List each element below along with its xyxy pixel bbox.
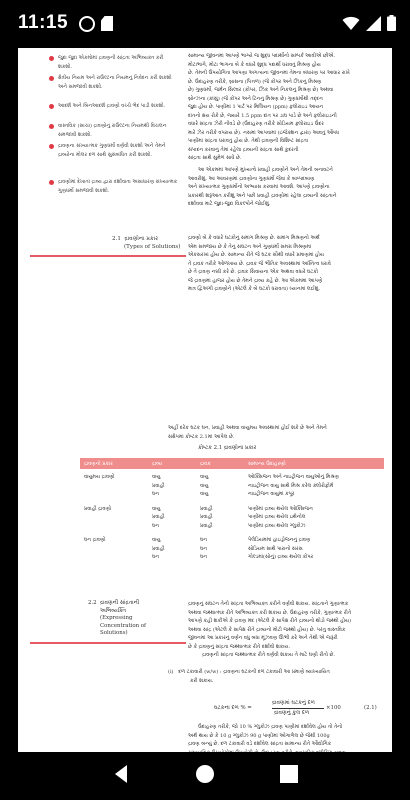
table-row: ઘન દ્રાવણો વાયુ ઘન પેલેડિયમમાં હાઇડ્રોજનનું દ્રાવણ (84, 537, 311, 544)
home-icon[interactable] (195, 764, 215, 784)
learning-objectives-list (58, 54, 178, 206)
section-2-2-text: દ્રાવણનું સંઘટન તેની સાંદ્રતા અભિવ્યક્ત કરીને વર્ણવી શકાય. સાંદ્રતાને ગુણાત્મક અથવા જથ્થાત્મક રીતે અભિવ્યક્ત કરી શકાય છે. ઉદાહરણ તરીકે, ગુણાત્મક રીતે આપણે કહી શકીએ કે દ્રાવણ મંદ (એટલે કે સાપેક્ષ રીતે દ્રાવ્યનો થોડો જથ્થો હોય) અથવા સાંદ્ર (એટલે કે સાપેક્ષ રીતે દ્રાવ્યનો મોટો જથ્થો હોય) છે. પરંતુ વાસ્તવિક જીવનમાં આ પ્રકારનું વર્ણન વધુ બધા મૂંઝવણ ઊભી કરે અને તેથી એ જરૂરી છે કે દ્રાવણનું સાંદ્રતા જથ્થાત્મક રીતે દર્શાવી શકાય. દ્રાવણની સાંદ્રતા જથ્થાત્મક રીતે વર્ણવી શકાય તે માટે ઘણી રીતો છે. (188, 601, 352, 658)
table-row: પ્રવાહી વાયુ નાઇટ્રોજન વાયુ સાથે મિશ્ર કરેલ ક્લોરોફોર્મ (152, 482, 334, 489)
table-row: ઘન પ્રવાહી પાણીમાં દ્રાવ્ય થયેલ ગ્લુકોઝ (152, 522, 306, 529)
navigation-bar (0, 752, 410, 800)
item-i: (i) દળ ટકાવારી (w/w) : દ્રાવણના ઘટકની દળ ટકાવારી આ પ્રમાણે વ્યાખ્યાયિત કરી શકાય. (168, 669, 330, 684)
list-item: ક્ષેત્રીય નિયમ અને રાઉલ્ટના નિયમનું નિવેદન કરી શકશો અને સમજાવી શકશો. (58, 74, 178, 102)
list-item: દ્રાવણોમાં દેખાતાં દ્રાવ્ય દ્વારા દર્શાવાતા અસાધારણ સંખ્યાત્મક ગુણધર્મો સમજાવી શકશો. (58, 178, 178, 206)
clock: 11:15 (18, 12, 69, 33)
section-2-2-tail: ઉદાહરણ તરીકે, જો 10 % ગ્લુકોઝ દ્રાવણ પાણીમાં દર્શાવેલ હોય તો તેનો અર્થ થાય છે કે 10 g ગ્લુકોઝ 90 g પાણીમાં ઓગાળેલ છે જેથી 100g દ્રાવણ બન્યું છે. દળ ટકાવારી વડે દર્શાવેલ સાંદ્રતા સામાન્ય રીતે ઔદ્યોગિક (188, 724, 343, 747)
battery-icon (387, 15, 396, 31)
list-item: જુદા જુદા એકમોમાં દ્રાવણની સાંદ્રતા અભિવ્યક્ત કરી શકશો. (58, 54, 178, 74)
list-item: વાસ્તવિક (સાચા) દ્રાવણોનું રાઉલ્ટના નિયમથી વિચલન સમજાવી શકશો. (58, 122, 178, 142)
section-2-2-heading: 2.2 દ્રાવણની સાંદ્રતાની અભિવ્યક્તિ (Expressing Concentration of Solutions) (88, 600, 147, 636)
column-header: દ્રાવ્ય (148, 458, 196, 469)
table-row: પ્રવાહી દ્રાવણો વાયુ પ્રવાહી પાણીમાં દ્રાવ્ય થયેલ ઓક્સિજન (84, 505, 313, 512)
column-header: સામાન્ય ઉદાહરણો (244, 458, 384, 469)
table-row: પ્રવાહી પ્રવાહી પાણીમાં દ્રાવ્ય થયેલ ઇથેનોલ (152, 514, 306, 521)
section-2-1-text: દ્રાવણો બે કે વધારે ઘટકોનું સમાંગ મિશ્રણ છે. સમાંગ મિશ્રણનો અર્થ એમ સમજાય છે કે તેનું સંઘટન અને ગુણધર્મો સમગ્ર મિશ્રણમાં એકસરખાં હોય છે. સામાન્ય રીતે જે ઘટક સૌથી વધારે પ્રમાણમાં હોય તે દ્રાવક તરીકે ઓળખાય છે. દ્રાવક જે ભૌતિક અવસ્થામાં અસ્તિત્વ ધરાવે છે તે દ્રાવણ નક્કી કરે છે. દ્રાવક સિવાયના એક અથવા વધારે ઘટકો જે દ્રાવણમાં હાજર હોય છે તેમને દ્રાવ્ય કહે છે. આ એકમમાં આપણે માત્ર દ્વિઅંગી દ્રાવણોને (એટલે કે બે ઘટકો ધરાવતા) ધ્યાનમાં લઈશું. (188, 235, 331, 292)
sd-card-icon (101, 16, 113, 31)
recents-icon[interactable] (280, 765, 298, 783)
column-header: દ્રાવક (196, 458, 244, 469)
column-header: દ્રાવણનો પ્રકાર (80, 458, 148, 469)
section-rule (30, 642, 186, 644)
status-bar (0, 0, 410, 48)
table-row: પ્રવાહી ઘન સોડિયમ સાથે પારાનો સંરસ (152, 545, 303, 552)
section-rule (30, 255, 186, 257)
list-item: આદર્શ અને બિનઆદર્શ દ્રાવણો વચ્ચે ભેદ પાડી શકશો. (58, 102, 178, 122)
wifi-icon (342, 16, 360, 31)
list-item: દ્રાવણના સંખ્યાત્મક ગુણધર્મો વર્ણવી શકશો અને તેમને દ્રાવ્યોના મોલર દળ સાથે સુસંબંધિત કરી શકશો. (58, 142, 178, 178)
table-row: ઘન ઘન ગોલ્ડમાં(સોનું) દ્રાવ્ય થયેલ કોપર (152, 554, 314, 561)
back-icon[interactable] (113, 764, 129, 784)
document-page[interactable]: જુદા જુદા એકમોમાં દ્રાવણની સાંદ્રતા અભિવ્યક્ત કરી શકશો. ક્ષેત્રીય નિયમ અને રાઉલ્ટના નિયમનું નિવેદન કરી શકશો અને સમજાવી શકશો. આદર્શ અને બિનઆદર્શ દ્રાવણો વચ્ચે ભેદ પાડી શકશો. વાસ્તવિક (સાચા) દ્રાવણોનું રાઉલ્ટના નિયમથી વિચલન સમજાવી શકશો. દ્રાવણના સંખ્યાત્મક ગુણધર્મો વર્ણવી શકશો અને તેમને દ્રાવ્યોના મોલર દળ સાથે સુસંબંધિત કરી શકશો. દ્રાવણોમાં દેખાતાં દ્રાવ્ય દ્વારા દર્શાવાતા અસાધારણ સંખ્યાત્મક ગુણધર્મો સમજાવી શકશો. સામાન્ય જીવનમાં આપણે ભાગ્યે જ શુદ્ધ પદાર્થોનો સમ્પર્ક આવીએ છીએ. મોટાભાગે, મોટા ભાગના બે કે વધારે શુદ્ધ પદાર્થો ધરાવતું મિશ્રણ હોય છે. તેમની ઉપયોગિતા આપણા અગત્યના જીવનમાં તેમના બંધારણ પર આધાર રાખે છે. ઉદાહરણ તરીકે, બ્રાસના (પિત્તળ) (જે કોપર અને ઝિંકનું મિશ્રણ છે) ગુણધર્મો, જર્મન સિલ્વર (કોપર, ઝિંક અને નિકલનું મિશ્રણ છે) અથવા બ્રોન્ઝના (કાંસું) (જે કોપર અને ટિનનું મિશ્રણ છે) ગુણધર્મોથી તદ્દન જુદા હોય છે. પાણીમાં 1 પાર્ટ પર મિલિયન (ppm) ફ્લોરાઇડ આયન દાંતનો ક્ષય રોકે છે, જ્યારે 1.5 ppm દાંત પર ડાઘ પાડે છે અને ફ્લોરાઇડની વધારે સાંદ્રતા ઝેરી નીવડે છે (ઉદાહરણ તરીકે સોડિયમ ફ્લોરાઇડ ઉંદર મારે ઝેર તરીકે વપરાય છે). નસમાં આપવામાં (ઇંજેક્શન દ્વારા) આવતું ઔષધ પાણીમાં સાંદ્રતા ધરાવતું હોય છે. તેથી દ્રાવણની વિશિષ્ટ સાંદ્રતા સંપાદન કરવાનું તેમાં રહેલા દ્રાવ્યની સાંદ્રતા સાથે કુદરતી સાંદ્રતા સાથે સુમેળ સાધે છે. આ એકમમાં આપણે મુખ્યત્વે પ્રવાહી દ્રાવણોને અને તેમની બનાવટને આવરીશું. આ આવરણમાં દ્રાવણોના ગુણધર્મો જેવા કે બાષ્પદબાણ અને સંખ્યાત્મક ગુણધર્મોનો અભ્યાસ કરવામાં આવશે. આપણે દ્રાવણોના પ્રકારથી શરૂઆત કરીશું અને પછી પ્રવાહી દ્રાવણોમાં રહેલા દ્રાવ્યની સાંદ્રતાને દર્શાવવા માટે જુદા-જુદા વિકલ્પોને જોઈશું. 2.1 દ્રાવણોના પ્રકાર (Types of Solutions) દ્રાવણો બે કે વધારે ઘટકોનું સમાંગ મિશ્રણ છે. સમાંગ મિશ્રણનો અર્થ એમ સમજાય છે કે તેનું સંઘટન અને ગુણધર્મો સમગ્ર મિશ્રણમાં એકસરખાં હોય છે. સામાન્ય રીતે જે ઘટક સૌથી વધારે પ્રમાણમાં હોય તે દ્રાવક તરીકે ઓળખાય છે. દ્રાવક જે ભૌતિક અવસ્થામાં અસ્તિત્વ ધરાવે છે તે દ્રાવણ નક્કી કરે છે. દ્રાવક સિવાયના એક અથવા વધારે ઘટકો જે દ્રાવણમાં હાજર હોય છે તેમને દ્રાવ્ય કહે છે. આ એકમમાં આપણે માત્ર દ્વિઅંગી દ્રાવણોને (એટલે કે બે ઘટકો ધરાવતા) ધ્યાનમાં લઈશું. અહીં દરેક ઘટક ઘન, પ્રવાહી અથવા વાયુમય અવસ્થામાં હોઈ શકે છે અને તેમને સંક્ષેપમાં કોષ્ટક 2.1માં આપેલ છે. કોષ્ટક 2.1 દ્રાવણોના પ્રકાર દ્રાવણનો પ્રકાર દ્રાવ્ય દ્રાવક સામાન્ય ઉદાહરણો વાયુમય દ્રાવણો વાયુ વાયુ ઓક્સિજન અને નાઇટ્રોજન વાયુઓનું મિશ્રણ પ્રવાહી વાયુ નાઇટ્રોજન વાયુ સાથે મિશ્ર કરેલ ક્લોરોફોર્મ ઘન વાયુ નાઇટ્રોજન વાયુમાં કપૂર પ્રવાહી દ્રાવણો વાયુ પ્રવાહી પાણીમાં દ્રાવ્ય થયેલ ઓક્સિજન પ્રવાહી પ્રવાહી પાણીમાં દ્રાવ્ય થયેલ ઇથેનોલ ઘન પ્રવાહી પાણીમાં દ્રાવ્ય થયેલ ગ્લુકોઝ ઘન દ્રાવણો વાયુ ઘન પેલેડિયમમાં હાઇડ્રોજનનું દ્રાવણ પ્રવાહી ઘન સોડિયમ સાથે પારાનો સંરસ ઘન ઘન ગોલ્ડમાં(સોનું) દ્રાવ્ય થયેલ કોપર 2.2 દ્રાવણની સાંદ્રતાની અભિવ્યક્તિ (Expressing Concentration of Solutions) દ્રાવણનું સંઘટન તેની સાંદ્રતા અભિવ્યક્ત કરીને વર્ણવી શકાય. સાંદ્રતાને ગુણાત્મક અથવા જથ્થાત્મક રીતે અભિવ્યક્ત કરી શકાય છે. ઉદાહરણ તરીકે, ગુણાત્મક રીતે આપણે કહી શકીએ કે દ્રાવણ મંદ (એટલે કે સાપેક્ષ રીતે દ્રાવ્યનો થોડો જથ્થો હોય) અથવા સાંદ્ર (એટલે કે સાપેક્ષ રીતે દ્રાવ્યનો મોટો જથ્થો હોય) છે. પરંતુ વાસ્તવિક જીવનમાં આ પ્રકારનું વર્ણન વધુ બધા મૂંઝવણ ઊભી કરે અને તેથી એ જરૂરી છે કે દ્રાવણનું સાંદ્રતા જથ્થાત્મક રીતે દર્શાવી શકાય. દ્રાવણની સાંદ્રતા જથ્થાત્મક રીતે વર્ણવી શકાય તે માટે ઘણી રીતો છે. (i) દળ ટકાવારી (w/w) : દ્રાવણના ઘટકની દળ ટકાવારી આ પ્રમાણે વ્યાખ્યાયિત કરી શકાય. ઘટકના દળ % = દ્રાવણમાં ઘટકનું દળ દ્રાવણનું કુલ દળ ×100 (2.1) ઉદાહરણ તરીકે, જો 10 % ગ્લુકોઝ દ્રાવણ પાણીમાં દર્શાવેલ હોય તો તેનો અર્થ થાય છે કે 10 g ગ્લુકોઝ 90 g પાણીમાં ઓગાળેલ છે જેથી 100g દ્રાવણ બન્યું છે. દળ ટકાવારી વડે દર્શાવેલ સાંદ્રતા સામાન્ય રીતે ઔદ્યોગિક (18, 48, 392, 752)
table-intro: અહીં દરેક ઘટક ઘન, પ્રવાહી અથવા વાયુમય અવસ્થામાં હોઈ શકે છે અને તેમને સંક્ષેપમાં કોષ્ટક 2.1માં આપેલ છે. (168, 425, 327, 440)
solutions-table (80, 458, 384, 562)
intro-paragraph: સામાન્ય જીવનમાં આપણે ભાગ્યે જ શુદ્ધ પદાર્થોનો સમ્પર્ક આવીએ છીએ. મોટાભાગે, મોટા ભાગના બે કે વધારે શુદ્ધ પદાર્થો ધરાવતું મિશ્રણ હોય છે. તેમની ઉપયોગિતા આપણા અગત્યના જીવનમાં તેમના બંધારણ પર આધાર રાખે છે. ઉદાહરણ તરીકે, બ્રાસના (પિત્તળ) (જે કોપર અને ઝિંકનું મિશ્રણ છે) ગુણધર્મો, જર્મન સિલ્વર (કોપર, ઝિંક અને નિકલનું મિશ્રણ છે) અથવા બ્રોન્ઝના (કાંસું) (જે કોપર અને ટિનનું મિશ્રણ છે) ગુણધર્મોથી તદ્દન જુદા હોય છે. પાણીમાં 1 પાર્ટ પર મિલિયન (ppm) ફ્લોરાઇડ આયન દાંતનો ક્ષય રોકે છે, જ્યારે 1.5 ppm દાંત પર ડાઘ પાડે છે અને ફ્લોરાઇડની વધારે સાંદ્રતા ઝેરી નીવડે છે (ઉદાહરણ તરીકે સોડિયમ ફ્લોરાઇડ ઉંદર મારે ઝેર તરીકે વપરાય છે). નસમાં આપવામાં (ઇંજેક્શન દ્વારા) આવતું ઔષધ પાણીમાં સાંદ્રતા ધરાવતું હોય છે. તેથી દ્રાવણની વિશિષ્ટ સાંદ્રતા સંપાદન કરવાનું તેમાં રહેલા દ્રાવ્યની સાંદ્રતા સાથે કુદરતી સાંદ્રતા સાથે સુમેળ સાધે છે. (188, 53, 350, 161)
signal-icon (366, 16, 381, 31)
intro-paragraph-2: આ એકમમાં આપણે મુખ્યત્વે પ્રવાહી દ્રાવણોને અને તેમની બનાવટને આવરીશું. આ આવરણમાં દ્રાવણોના ગુણધર્મો જેવા કે બાષ્પદબાણ અને સંખ્યાત્મક ગુણધર્મોનો અભ્યાસ કરવામાં આવશે. આપણે દ્રાવણોના પ્રકારથી શરૂઆત કરીશું અને પછી પ્રવાહી દ્રાવણોમાં રહેલા દ્રાવ્યની સાંદ્રતાને દર્શાવવા માટે જુદા-જુદા વિકલ્પોને જોઈશું. (188, 167, 337, 207)
section-2-1-heading: 2.1 દ્રાવણોના પ્રકાર (Types of Solutions) (112, 236, 181, 250)
table-row: વાયુમય દ્રાવણો વાયુ વાયુ ઓક્સિજન અને નાઇટ્રોજન વાયુઓનું મિશ્રણ (84, 474, 339, 481)
table-row: ઘન વાયુ નાઇટ્રોજન વાયુમાં કપૂર (152, 491, 295, 498)
table-header-row (80, 458, 384, 469)
circle-icon (79, 16, 95, 32)
table-caption: કોષ્ટક 2.1 દ્રાવણોના પ્રકાર (198, 445, 257, 451)
